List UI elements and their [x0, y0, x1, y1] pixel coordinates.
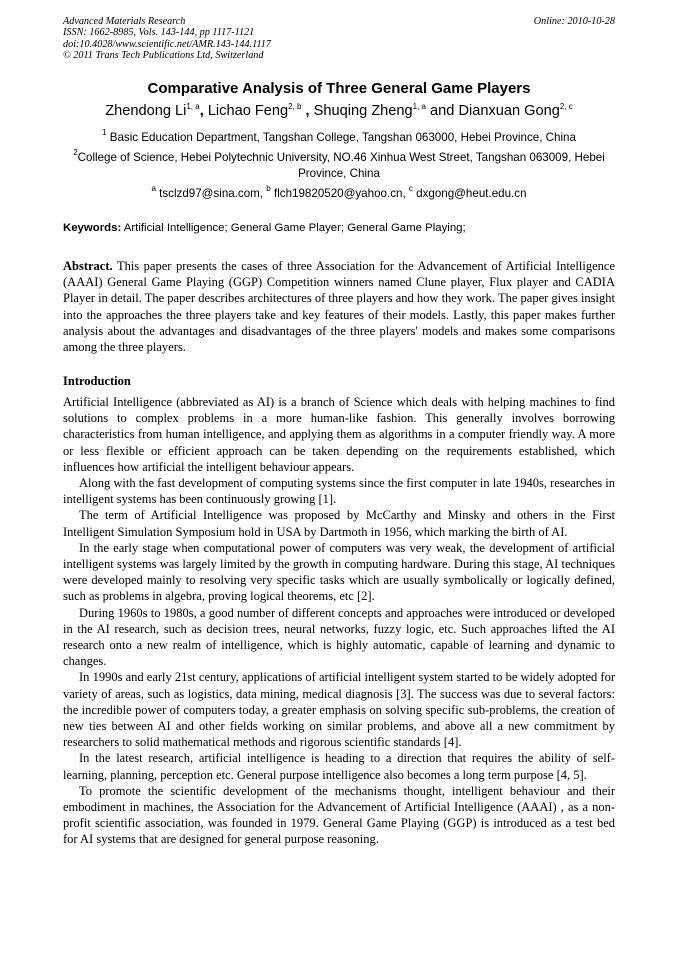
abstract-label: Abstract. — [63, 259, 113, 273]
email-mark: c — [408, 184, 413, 193]
paragraph: In 1990s and early 21st century, applications of artificial intelligent system started to be widely adopted for variety of areas, such as logistics, data mining, medical diagnosis [3]. The success was due to several factors: the incredible power of computers today, a greater emphasis on solving specific sub-problems, the creation of new ties between AI and other fields working on similar problems, and above all a new commitment by researchers to solid mathematical methods and rigorous scientific standards [4]. — [63, 670, 615, 750]
affiliation-mark: 1 — [102, 128, 107, 137]
journal-doi: doi:10.4028/www.scientific.net/AMR.143-144.1117 — [63, 38, 271, 50]
email-link[interactable]: tsclzd97@sina.com — [159, 187, 260, 200]
journal-issn: ISSN: 1662-8985, Vols. 143-144, pp 1117-1121 — [63, 27, 255, 39]
author-name: Zhendong Li — [105, 103, 187, 119]
author-superscript: 1, a — [186, 102, 200, 111]
keywords-label: Keywords: — [63, 222, 122, 234]
introduction-body — [63, 394, 615, 848]
section-heading-introduction: Introduction — [63, 374, 131, 388]
author-separator: , — [199, 103, 208, 119]
email-mark: b — [266, 184, 271, 193]
keywords — [63, 221, 615, 236]
paragraph: The term of Artificial Intelligence was proposed by McCarthy and Minsky and others in the First Intelligent Simulation Symposium hold in USA by Dartmoth in 1956, which marking the birth of AI. — [63, 508, 615, 539]
journal-name: Advanced Materials Research — [63, 16, 186, 27]
journal-header — [63, 16, 615, 62]
online-date: Online: 2010-10-28 — [533, 16, 615, 27]
author-superscript: 2, c — [559, 102, 573, 111]
paragraph: In the latest research, artificial intelligence is heading to a direction that requires the ability of self-learning, planning, perception etc. General purpose intelligence also becomes a long term purpose [4, 5]. — [63, 751, 615, 782]
author-name: Lichao Feng — [207, 103, 289, 119]
paragraph: In the early stage when computational power of computers was very weak, the development of artificial intelligent systems was largely limited by the growth in computing hardware. During this stage, AI techniques were developed mainly to resolving very specific tasks which are usually symbolically or logically defined, such as problems in algebra, proving logical theorems, etc [2]. — [63, 540, 615, 604]
author-name: Shuqing Zheng — [313, 103, 413, 119]
author-name: Dianxuan Gong — [458, 103, 560, 119]
affiliation-text: Basic Education Department, Tangshan College, Tangshan 063000, Hebei Province, China — [109, 131, 576, 144]
paragraph: Artificial Intelligence (abbreviated as AI) is a branch of Science which deals with helping machines to find solutions to complex problems in a more human-like fashion. This generally involves borrowing characteristics from human intelligence, and applying them as algorithms in a computer friendly way. A more or less flexible or efficient approach can be taken depending on the requirements established, which influences how artificial the intelligent behaviour appears. — [63, 395, 615, 474]
paragraph: Along with the fast development of computing systems since the first computer in late 1940s, researches in intelligent systems has been continuously growing [1]. — [63, 476, 615, 507]
affiliation-2 — [63, 150, 615, 182]
author-separator: and — [426, 103, 459, 119]
email-mark: a — [151, 184, 156, 193]
abstract-text: This paper presents the cases of three Association for the Advancement of Artificial Intelligence (AAAI) General Game Playing (GGP) Competition winners named Clune player, Flux player and CADIA Player in detail. The paper describes architectures of three players and how they work. The paper gives insight into the approaches the three players take and key features of their models. Lastly, this paper makes further analysis about the advantages and disadvantages of the three players' models and makes some comparisons among the three players. — [63, 259, 615, 355]
paragraph: To promote the scientific development of the mechanisms thought, intelligent behaviour and their embodiment in machines, the Association for the Advancement of Artificial Intelligence (AAAI) , as a non-profit scientific association, was founded in 1979. General Game Playing (GGP) is introduced as a test bed for AI systems that are designed for general purpose reasoning. — [63, 783, 615, 847]
email-line: $^a$ tsclzd97@sina.com, $^b$ flch19820520@yahoo.cn, $^c$ dxgong@heut.edu.cn — [151, 184, 527, 200]
journal-copyright: © 2011 Trans Tech Publications Ltd, Switzerland — [63, 50, 264, 62]
author-separator: , — [301, 103, 314, 119]
affiliation-1 — [63, 130, 615, 146]
affiliation-text: College of Science, Hebei Polytechnic University, NO.46 Xinhua West Street, Tangshan 063009, Hebei Province, China — [77, 151, 605, 180]
author-list — [63, 101, 615, 121]
keywords-text: Artificial Intelligence; General Game Player; General Game Playing; — [123, 222, 466, 234]
paragraph: During 1960s to 1980s, a good number of different concepts and approaches were introduced or developed in the AI research, such as decision trees, neural networks, fuzzy logic, etc. Such approaches lifted the AI research onto a new realm of intelligence, which is highly automatic, capable of learning and dynamic to changes. — [63, 605, 615, 669]
email-link[interactable]: flch19820520@yahoo.cn — [273, 187, 403, 200]
author-superscript: 2, b — [288, 102, 302, 111]
author-superscript: 1, a — [412, 102, 426, 111]
affiliation-mark: 2 — [73, 148, 78, 157]
abstract — [63, 258, 615, 355]
paper-title: Comparative Analysis of Three General Game Players — [147, 80, 531, 97]
email-link[interactable]: dxgong@heut.edu.cn — [416, 187, 527, 200]
